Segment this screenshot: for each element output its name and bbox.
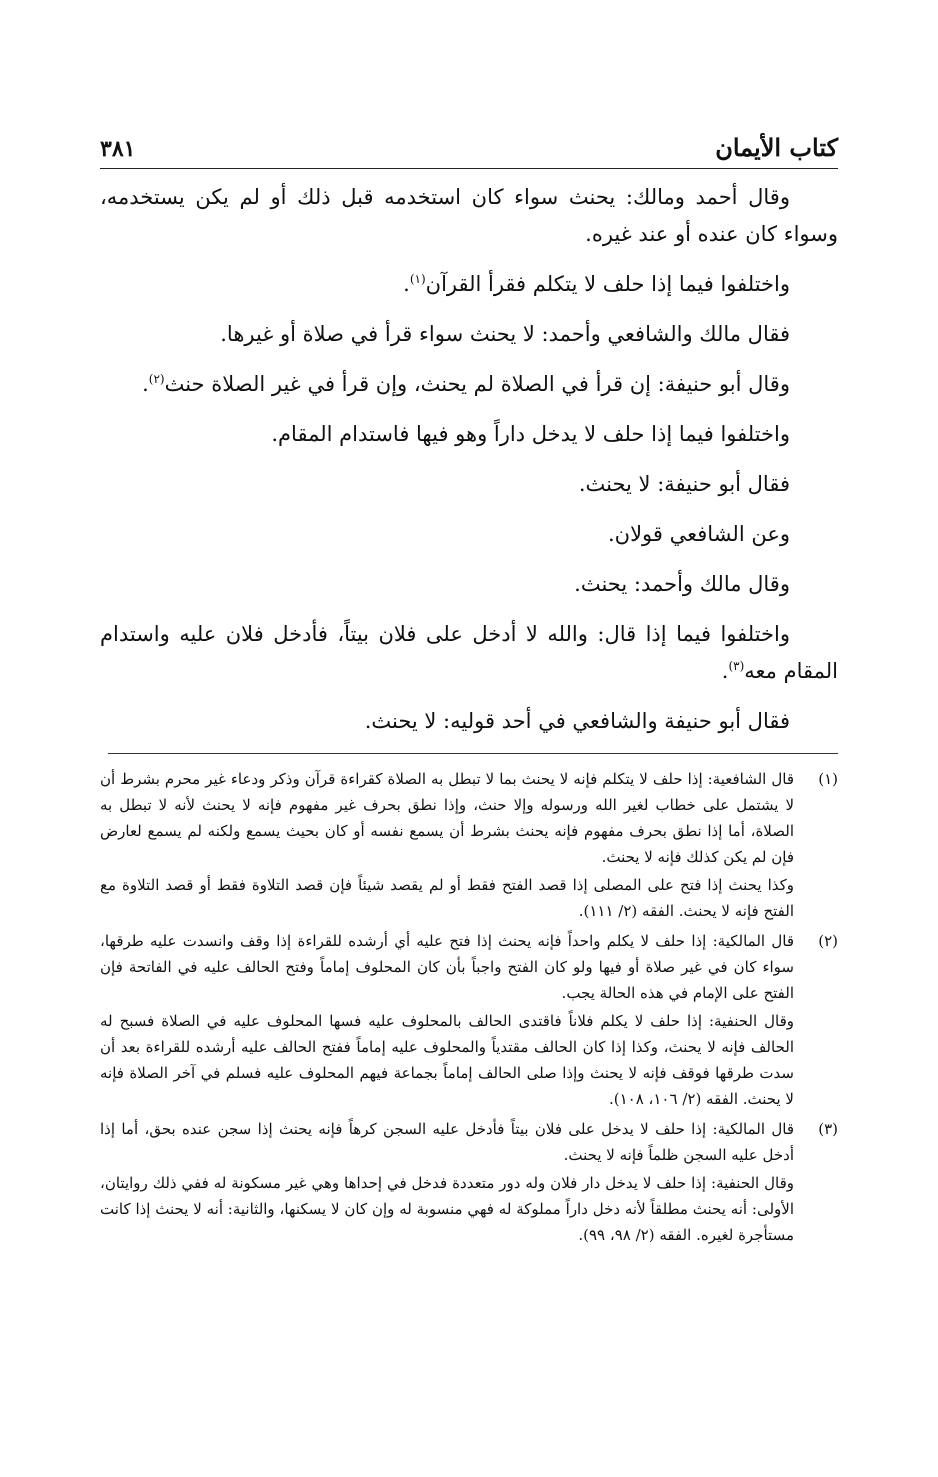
paragraph: وعن الشافعي قولان. — [607, 522, 790, 546]
paragraph: واختلفوا فيما إذا حلف لا يتكلم فقرأ القرآن$^{(١)}$. — [403, 272, 790, 296]
footnote-divider — [108, 753, 838, 754]
footnotes — [100, 766, 838, 1250]
footnote-body: قال المالكية: إذا حلف لا يدخل على فلان بيتاً فأدخل عليه السجن كرهاً فإنه يحنث إذا سجن عنده بحق، أما إذا أدخل عليه السجن ظلماً فإنه لا يحنث. وقال الحنفية: إذا حلف لا يدخل دار فلان وله دور متعددة فدخل في إحداها وهي غير مسكونة له ففي ذلك روايتان، الأولى: أنه يحنث مطلقاً لأنه دخل داراً مملوكة له فهي منسوبة له وإن كان لا يسكنها، والثانية: أنه لا يحنث إذا كانت مستأجرة لغيره. الفقه (٢/ ٩٨، ٩٩). — [100, 1120, 795, 1244]
footnote-number: (١) — [818, 770, 838, 788]
footnote — [100, 766, 838, 926]
footnote-body: قال المالكية: إذا حلف لا يكلم واحداً فإنه يحنث إذا فتح عليه أي أرشده للقراءة إذا وقف وانسدت عليه طرقها، سواء كان في غير صلاة أو فيها ولو كان الفتح واجباً بأن كان المحلوف إماماً وفتح الحالف عليه في الفاتحة فإن الفتح على الإمام في هذه الحالة يجب. وقال الحنفية: إذا حلف لا يكلم فلاناً فاقتدى الحالف بالمحلوف عليه فسها المحلوف عليه في الصلاة فسبح له الحالف فإنه لا يحنث، وكذا إذا كان الحالف مقتدياً والمحلوف عليه إماماً ففتح الحالف عليه أرشده للقراءة بعد أن سدت طرقها فوقف فإنه لا يحنث وإذا صلى الحالف إماماً بجماعة فيهم المحلوف عليه فسلم في آخر الصلاة فإنه لا يحنث. الفقه (٢/ ١٠٦، ١٠٨). — [100, 932, 794, 1108]
paragraph: فقال أبو حنيفة والشافعي في أحد قوليه: لا يحنث. — [364, 709, 790, 733]
page-header — [100, 118, 838, 169]
chapter-title: كتاب الأيمان — [715, 133, 838, 162]
footnote-ref: (٣) — [728, 659, 745, 673]
paragraph: واختلفوا فيما إذا حلف لا يدخل داراً وهو فيها فاستدام المقام. — [271, 422, 790, 446]
footnote-number: (٣) — [818, 1120, 838, 1138]
paragraph: واختلفوا فيما إذا قال: والله لا أدخل على فلان بيتاً، فأدخل فلان عليه واستدام المقام معه$^{(٣)}$. — [100, 622, 838, 683]
footnote — [100, 1116, 838, 1250]
page-number: ٣٨١ — [100, 136, 136, 162]
footnote-body: قال الشافعية: إذا حلف لا يتكلم فإنه لا يحنث بما لا تبطل به الصلاة كقراءة قرآن وذكر ودعاء غير محرم بشرط أن لا يشتمل على خطاب لغير الله ورسوله وإلا حنث، وإذا نطق بحرف غير مفهوم فإنه لا يحنث لأنه لا تبطل به الصلاة، أما إذا نطق بحرف مفهوم فإنه يحنث بشرط أن يسمع نفسه أو كان بحيث يسمع ولكنه لم يسمع لعارض فإن لم يكن كذلك فإنه لا يحنث. وكذا يحنث إذا فتح على المصلى إذا قصد الفتح فقط أو لم يقصد شيئاً فإن قصد التلاوة فقط أو قصد التلاوة مع الفتح فإنه لا يحنث. الفقه (٢/ ١١١). — [100, 770, 794, 920]
paragraph: وقال أبو حنيفة: إن قرأ في الصلاة لم يحنث، وإن قرأ في غير الصلاة حنث$^{(٢)}$. — [142, 372, 790, 396]
footnote-ref: (١) — [409, 272, 426, 286]
footnote — [100, 928, 838, 1114]
footnote-ref: (٢) — [148, 372, 165, 386]
main-text — [100, 179, 838, 740]
footnote-number: (٢) — [818, 932, 838, 950]
book-page — [100, 118, 838, 1252]
paragraph: وقال مالك وأحمد: يحنث. — [574, 572, 790, 596]
paragraph: فقال مالك والشافعي وأحمد: لا يحنث سواء قرأ في صلاة أو غيرها. — [220, 322, 790, 346]
paragraph: فقال أبو حنيفة: لا يحنث. — [578, 472, 790, 496]
paragraph: وقال أحمد ومالك: يحنث سواء كان استخدمه قبل ذلك أو لم يكن يستخدمه، وسواء كان عنده أو عند غيره. — [100, 185, 838, 246]
